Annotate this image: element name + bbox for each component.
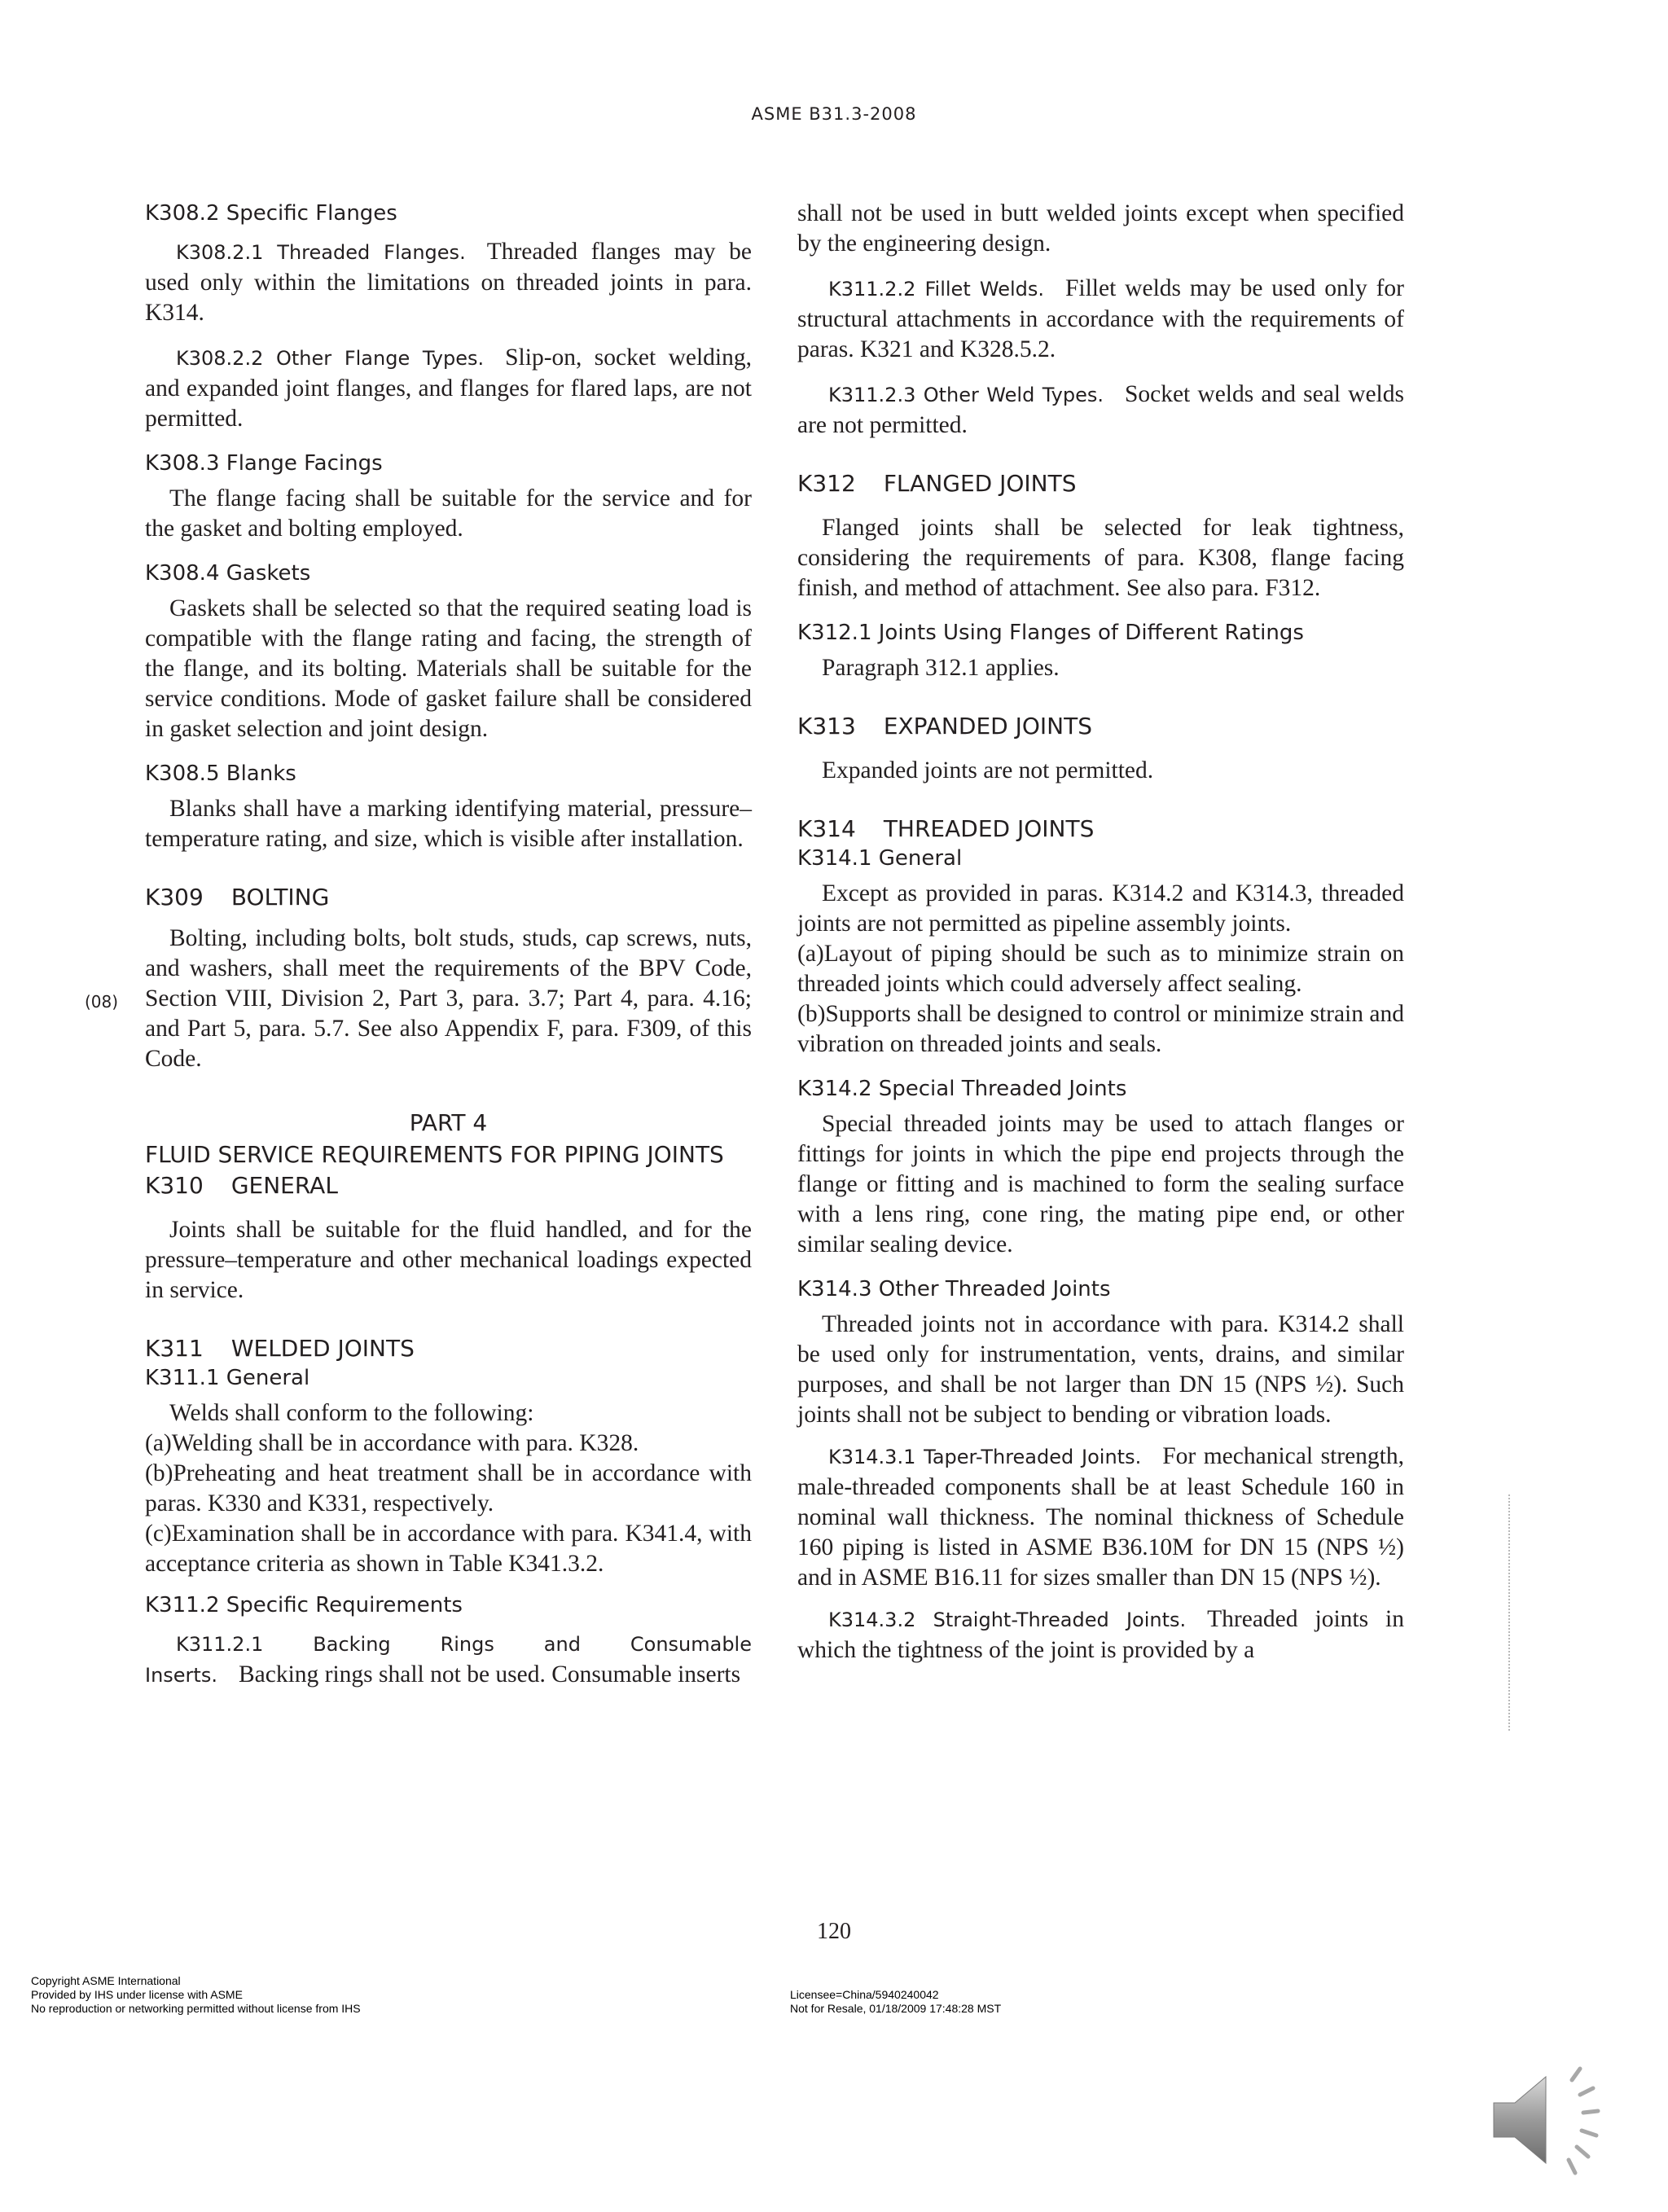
heading-k314-2: K314.2 Special Threaded Joints	[797, 1077, 1127, 1101]
running-head: ASME B31.3-2008	[751, 104, 917, 124]
para-k309: Bolting, including bolts, bolt studs, studs, cap screws, nuts, and washers, shall meet the requirements of the BPV Code, Section VIII, Division 2, Part 3, para. 3.7; Part 4, para. 4.16; and Part 5, para. 5.7. See also Appendix F, para. F309, of this Code.	[145, 925, 752, 1072]
para-k310: Joints shall be suitable for the fluid handled, and for the pressure–temperature and other mechanical loadings expected in service.	[145, 1217, 752, 1303]
para-k308-4: Gaskets shall be selected so that the required seating load is compatible with the flange rating and facing, the strength of the flange, and its bolting. Materials shall be suitable for the service conditions. Mode of gasket failure shall be considered in gasket selection and joint design.	[145, 595, 752, 742]
para-k311-1-intro: Welds shall conform to the following:	[169, 1400, 534, 1426]
footer-license	[790, 1988, 1001, 2016]
runin-k314-3-2: K314.3.2 Straight-Threaded Joints.	[828, 1609, 1187, 1631]
list-item-k311-1-a: (a)Welding shall be in accordance with para. K328.	[145, 1430, 639, 1456]
para-k312: Flanged joints shall be selected for leak tightness, considering the requirements of para. K308, flange facing finish, and method of attachment. See also para. F312.	[797, 515, 1404, 601]
list-item-k311-1-b: (b)Preheating and heat treatment shall be in accordance with paras. K330 and K331, respectively.	[145, 1460, 752, 1516]
para-k308-5: Blanks shall have a marking identifying material, pressure–temperature rating, and size, which is visible after installation.	[145, 796, 752, 852]
runin-k308-2-1: K308.2.1 Threaded Flanges.	[176, 241, 466, 264]
heading-k312-1: K312.1 Joints Using Flanges of Different Ratings	[797, 621, 1304, 645]
footer-line: Licensee=China/5940240042	[790, 1988, 939, 2001]
runin-k311-2-3: K311.2.3 Other Weld Types.	[828, 384, 1104, 406]
para-k312-1: Paragraph 312.1 applies.	[822, 655, 1060, 681]
para-k314-2: Special threaded joints may be used to attach flanges or fittings for joints in which the pipe end projects through the flange or fitting and is machined to form the sealing surface with a lens ring, cone ring, the mating pipe end, or other similar sealing device.	[797, 1111, 1404, 1257]
para-k314-3-2: K314.3.2 Straight-Threaded Joints. Threaded joints in which the tightness of the joint is provided by a	[797, 1606, 1405, 1663]
heading-k312: K312 FLANGED JOINTS	[797, 470, 1077, 497]
list-item-k314-1-a: (a)Layout of piping should be such as to minimize strain on threaded joints which could adversely affect sealing.	[797, 941, 1404, 997]
para-k308-3: The flange facing shall be suitable for the service and for the gasket and bolting employed.	[145, 485, 752, 542]
runin-k314-3-1: K314.3.1 Taper-Threaded Joints.	[828, 1446, 1142, 1468]
heading-k308-4: K308.4 Gaskets	[145, 561, 311, 586]
heading-k313: K313 EXPANDED JOINTS	[797, 713, 1092, 740]
heading-k314: K314 THREADED JOINTS	[797, 815, 1095, 842]
heading-k311-1: K311.1 General	[145, 1366, 310, 1390]
page-number: 120	[817, 1919, 851, 1944]
para-k308-2-1: K308.2.1 Threaded Flanges. Threaded flanges may be used only within the limitations on threaded joints in para. K314.	[145, 239, 752, 326]
runin-k308-2-2: K308.2.2 Other Flange Types.	[176, 347, 485, 370]
para-k311-2-1: K311.2.1 Backing Rings and Consumable Inserts. Backing rings shall not be used. Consumable inserts	[145, 1633, 752, 1688]
footer-line: Not for Resale, 01/18/2009 17:48:28 MST	[790, 2002, 1002, 2015]
heading-k314-3: K314.3 Other Threaded Joints	[797, 1277, 1111, 1301]
para-k313: Expanded joints are not permitted.	[822, 757, 1154, 783]
para-k311-2-2: K311.2.2 Fillet Welds. Fillet welds may be used only for structural attachments in accordance with the requirements of paras. K321 and K328.5.2.	[797, 275, 1404, 362]
margin-dots	[1508, 1494, 1515, 1731]
runin-k311-2-2: K311.2.2 Fillet Welds.	[828, 278, 1044, 301]
heading-k311: K311 WELDED JOINTS	[145, 1335, 415, 1362]
para-k314-3: Threaded joints not in accordance with para. K314.2 shall be used only for instrumentation, vents, drains, and similar purposes, and shall be not larger than DN 15 (NPS ½). Such joints shall not be subject to bending or vibration loads.	[797, 1311, 1404, 1428]
part-label: PART 4	[409, 1109, 488, 1136]
speaker-icon[interactable]	[1487, 2059, 1618, 2181]
heading-k311-2: K311.2 Specific Requirements	[145, 1593, 463, 1617]
list-item-k311-1-c: (c)Examination shall be in accordance with para. K341.4, with acceptance criteria as shown in Table K341.3.2.	[145, 1521, 752, 1577]
heading-k310: K310 GENERAL	[145, 1172, 338, 1199]
para-k314-3-1: K314.3.1 Taper-Threaded Joints. For mechanical strength, male-threaded components shall be at least Schedule 160 in nominal wall thickness. The nominal thickness of Schedule 160 piping is listed in ASME B36.10M for DN 15 (NPS ½) and in ASME B16.11 for sizes smaller than DN 15 (NPS ½).	[797, 1443, 1404, 1591]
heading-k308-5: K308.5 Blanks	[145, 761, 296, 786]
para-k311-2-1-cont: shall not be used in butt welded joints except when specified by the engineering design.	[797, 200, 1404, 257]
para-k308-2-2: K308.2.2 Other Flange Types. Slip-on, socket welding, and expanded joint flanges, and flanges for flared laps, are not permitted.	[145, 345, 752, 432]
para-k311-2-3: K311.2.3 Other Weld Types. Socket welds and seal welds are not permitted.	[797, 381, 1404, 438]
right-column	[797, 199, 1404, 1666]
revision-margin-note: (08)	[85, 992, 119, 1012]
heading-k309: K309 BOLTING	[145, 884, 330, 911]
para-k314-1: Except as provided in paras. K314.2 and K314.3, threaded joints are not permitted as pipeline assembly joints.	[797, 880, 1404, 937]
heading-k308-3: K308.3 Flange Facings	[145, 451, 383, 476]
footer-line: Copyright ASME International	[31, 1974, 181, 1987]
part-title: FLUID SERVICE REQUIREMENTS FOR PIPING JOINTS	[145, 1141, 724, 1168]
footer-copyright	[31, 1974, 361, 2016]
heading-k308-2: K308.2 Specific Flanges	[145, 201, 397, 226]
footer-line: Provided by IHS under license with ASME	[31, 1988, 243, 2001]
footer-line: No reproduction or networking permitted without license from IHS	[31, 2002, 361, 2015]
list-item-k314-1-b: (b)Supports shall be designed to control or minimize strain and vibration on threaded joints and seals.	[797, 1001, 1404, 1057]
left-column	[145, 199, 752, 1691]
runin-k311-2-1: K311.2.1 Backing Rings and Consumable Inserts.	[145, 1633, 752, 1687]
heading-k314-1: K314.1 General	[797, 846, 963, 871]
